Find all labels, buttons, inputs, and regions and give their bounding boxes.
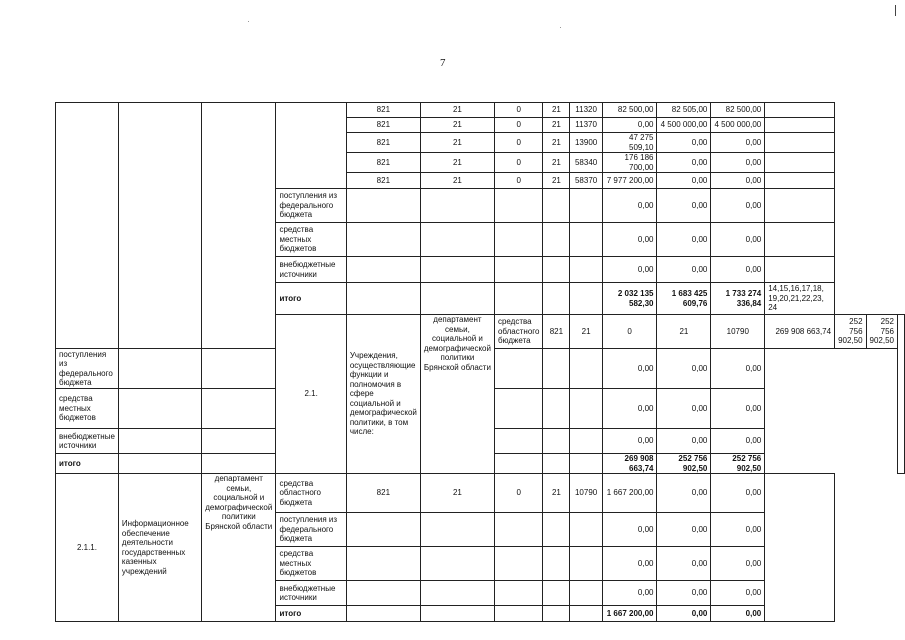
cell-extra xyxy=(765,474,835,622)
cell-source-total: итого xyxy=(276,283,346,315)
cell-total-3: 0,00 xyxy=(711,606,765,622)
cell-rz: 21 xyxy=(570,315,602,349)
table-row xyxy=(56,474,905,513)
cell-total-3: 252 756 902,50 xyxy=(711,454,765,474)
cell-executor: департамент семьи, социальной и демографической политики Брянской области xyxy=(202,474,276,622)
cell-total-2: 0,00 xyxy=(657,606,711,622)
cell-value-2: 0,00 xyxy=(657,257,711,283)
cell-source: поступления из федерального бюджета xyxy=(276,189,346,223)
cell-code: 10790 xyxy=(570,474,602,513)
cell-value-1: 7 977 200,00 xyxy=(602,173,657,189)
cell-value-1: 0,00 xyxy=(602,513,657,547)
cell-number xyxy=(56,103,119,349)
cell-value-3: 4 500 000,00 xyxy=(711,118,765,133)
cell-value-1: 47 275 509,10 xyxy=(602,133,657,153)
cell-total-1: 2 032 135 582,30 xyxy=(602,283,657,315)
cell-name: Информационное обеспечение деятельности государственных казенных учреждений xyxy=(118,474,201,622)
cell-value-1: 0,00 xyxy=(602,189,657,223)
cell-total-2: 252 756 902,50 xyxy=(657,454,711,474)
cell-source xyxy=(276,103,346,189)
cell-value-3: 0,00 xyxy=(711,581,765,606)
cell-value-1: 269 908 663,74 xyxy=(765,315,835,349)
cell-value-1: 82 500,00 xyxy=(602,103,657,118)
cell-pr: 0 xyxy=(494,118,543,133)
cell-cs: 21 xyxy=(543,173,570,189)
cell-value-3: 0,00 xyxy=(711,349,765,389)
cell-code: 11370 xyxy=(570,118,602,133)
cell-executor: департамент семьи, социальной и демографической политики Брянской области xyxy=(420,315,494,474)
cell-total-3: 1 733 274 336,84 xyxy=(711,283,765,315)
cell-cs: 21 xyxy=(657,315,711,349)
cell-source: поступления из федерального бюджета xyxy=(56,349,119,389)
cell-code: 58340 xyxy=(570,153,602,173)
cell-value-2: 252 756 902,50 xyxy=(835,315,866,349)
cell-kgrbs: 821 xyxy=(543,315,570,349)
cell-value-3: 0,00 xyxy=(711,513,765,547)
cell-cs: 21 xyxy=(543,133,570,153)
cell-value-1: 0,00 xyxy=(602,547,657,581)
scan-edge-mark xyxy=(895,5,896,16)
cell-source: средства местных бюджетов xyxy=(56,389,119,429)
cell-value-2: 0,00 xyxy=(657,513,711,547)
cell-value-3: 0,00 xyxy=(711,223,765,257)
cell-value-3: 0,00 xyxy=(711,153,765,173)
cell-source-total: итого xyxy=(56,454,119,474)
cell-cs: 21 xyxy=(543,474,570,513)
cell-value-2: 82 505,00 xyxy=(657,103,711,118)
cell-executor xyxy=(202,103,276,349)
cell-extra: 14,15,16,17,18, 19,20,21,22,23, 24 xyxy=(765,283,835,315)
cell-code: 58370 xyxy=(570,173,602,189)
cell-source: внебюджетные источники xyxy=(276,257,346,283)
cell-source: средства местных бюджетов xyxy=(276,547,346,581)
cell-value-3: 0,00 xyxy=(711,133,765,153)
cell-total-2: 1 683 425 609,76 xyxy=(657,283,711,315)
cell-kgrbs: 821 xyxy=(346,153,420,173)
cell-value-1: 0,00 xyxy=(602,429,657,454)
cell-kgrbs: 821 xyxy=(346,133,420,153)
cell-rz: 21 xyxy=(420,173,494,189)
cell-kgrbs: 821 xyxy=(346,474,420,513)
cell-value-2: 0,00 xyxy=(657,153,711,173)
cell-extra xyxy=(898,315,905,474)
cell-pr: 0 xyxy=(494,153,543,173)
cell-source: средства местных бюджетов xyxy=(276,223,346,257)
cell-value-3: 0,00 xyxy=(711,189,765,223)
cell-rz: 21 xyxy=(420,474,494,513)
cell-pr: 0 xyxy=(602,315,657,349)
cell-code: 11320 xyxy=(570,103,602,118)
cell-kgrbs: 821 xyxy=(346,103,420,118)
cell-value-2: 0,00 xyxy=(657,581,711,606)
cell-cs: 21 xyxy=(543,118,570,133)
budget-table xyxy=(55,102,905,622)
cell-extra xyxy=(765,173,835,189)
cell-rz: 21 xyxy=(420,153,494,173)
cell-pr: 0 xyxy=(494,474,543,513)
scan-speck xyxy=(248,21,249,22)
cell-value-2: 0,00 xyxy=(657,389,711,429)
cell-value-3: 0,00 xyxy=(711,547,765,581)
cell-pr: 0 xyxy=(494,173,543,189)
cell-value-2: 0,00 xyxy=(657,223,711,257)
cell-source: средства областного бюджета xyxy=(494,315,543,349)
cell-value-2: 0,00 xyxy=(657,429,711,454)
cell-rz: 21 xyxy=(420,118,494,133)
cell-value-3: 0,00 xyxy=(711,257,765,283)
cell-pr: 0 xyxy=(494,133,543,153)
cell-value-1: 0,00 xyxy=(602,349,657,389)
cell-value-1: 0,00 xyxy=(602,118,657,133)
cell-value-1: 0,00 xyxy=(602,223,657,257)
cell-extra xyxy=(765,133,835,153)
cell-extra xyxy=(765,189,835,223)
cell-code: 10790 xyxy=(711,315,765,349)
cell-cs: 21 xyxy=(543,103,570,118)
cell-extra xyxy=(765,103,835,118)
cell-value-2: 0,00 xyxy=(657,189,711,223)
scan-speck xyxy=(560,27,561,28)
cell-extra xyxy=(765,118,835,133)
cell-source-total: итого xyxy=(276,606,346,622)
cell-value-1: 0,00 xyxy=(602,389,657,429)
cell-value-2: 0,00 xyxy=(657,173,711,189)
cell-source: поступления из федерального бюджета xyxy=(276,513,346,547)
cell-value-2: 0,00 xyxy=(657,547,711,581)
cell-number: 2.1. xyxy=(276,315,346,474)
cell-source: внебюджетные источники xyxy=(56,429,119,454)
cell-extra xyxy=(765,257,835,283)
cell-value-1: 176 186 700,00 xyxy=(602,153,657,173)
cell-source: средства областного бюджета xyxy=(276,474,346,513)
cell-extra xyxy=(765,153,835,173)
cell-value-3: 252 756 902,50 xyxy=(866,315,897,349)
cell-value-1: 1 667 200,00 xyxy=(602,474,657,513)
cell-total-1: 269 908 663,74 xyxy=(602,454,657,474)
cell-source: внебюджетные источники xyxy=(276,581,346,606)
cell-value-1: 0,00 xyxy=(602,581,657,606)
cell-pr: 0 xyxy=(494,103,543,118)
table-row xyxy=(56,103,905,118)
cell-value-3: 0,00 xyxy=(711,429,765,454)
cell-kgrbs: 821 xyxy=(346,173,420,189)
cell-total-1: 1 667 200,00 xyxy=(602,606,657,622)
cell-extra xyxy=(765,223,835,257)
cell-name xyxy=(118,103,201,349)
cell-value-1: 0,00 xyxy=(602,257,657,283)
cell-value-3: 0,00 xyxy=(711,474,765,513)
cell-rz: 21 xyxy=(420,133,494,153)
cell-code: 13900 xyxy=(570,133,602,153)
cell-name: Учреждения, осуществляющие функции и полномочия в сфере социальной и демографической политики, в том числе: xyxy=(346,315,420,474)
page-number: 7 xyxy=(440,57,446,69)
cell-value-3: 82 500,00 xyxy=(711,103,765,118)
cell-value-3: 0,00 xyxy=(711,173,765,189)
cell-kgrbs: 821 xyxy=(346,118,420,133)
cell-value-3: 0,00 xyxy=(711,389,765,429)
cell-value-2: 0,00 xyxy=(657,133,711,153)
cell-rz: 21 xyxy=(420,103,494,118)
cell-number: 2.1.1. xyxy=(56,474,119,622)
cell-value-2: 0,00 xyxy=(657,474,711,513)
cell-value-2: 4 500 000,00 xyxy=(657,118,711,133)
cell-value-2: 0,00 xyxy=(657,349,711,389)
cell-cs: 21 xyxy=(543,153,570,173)
